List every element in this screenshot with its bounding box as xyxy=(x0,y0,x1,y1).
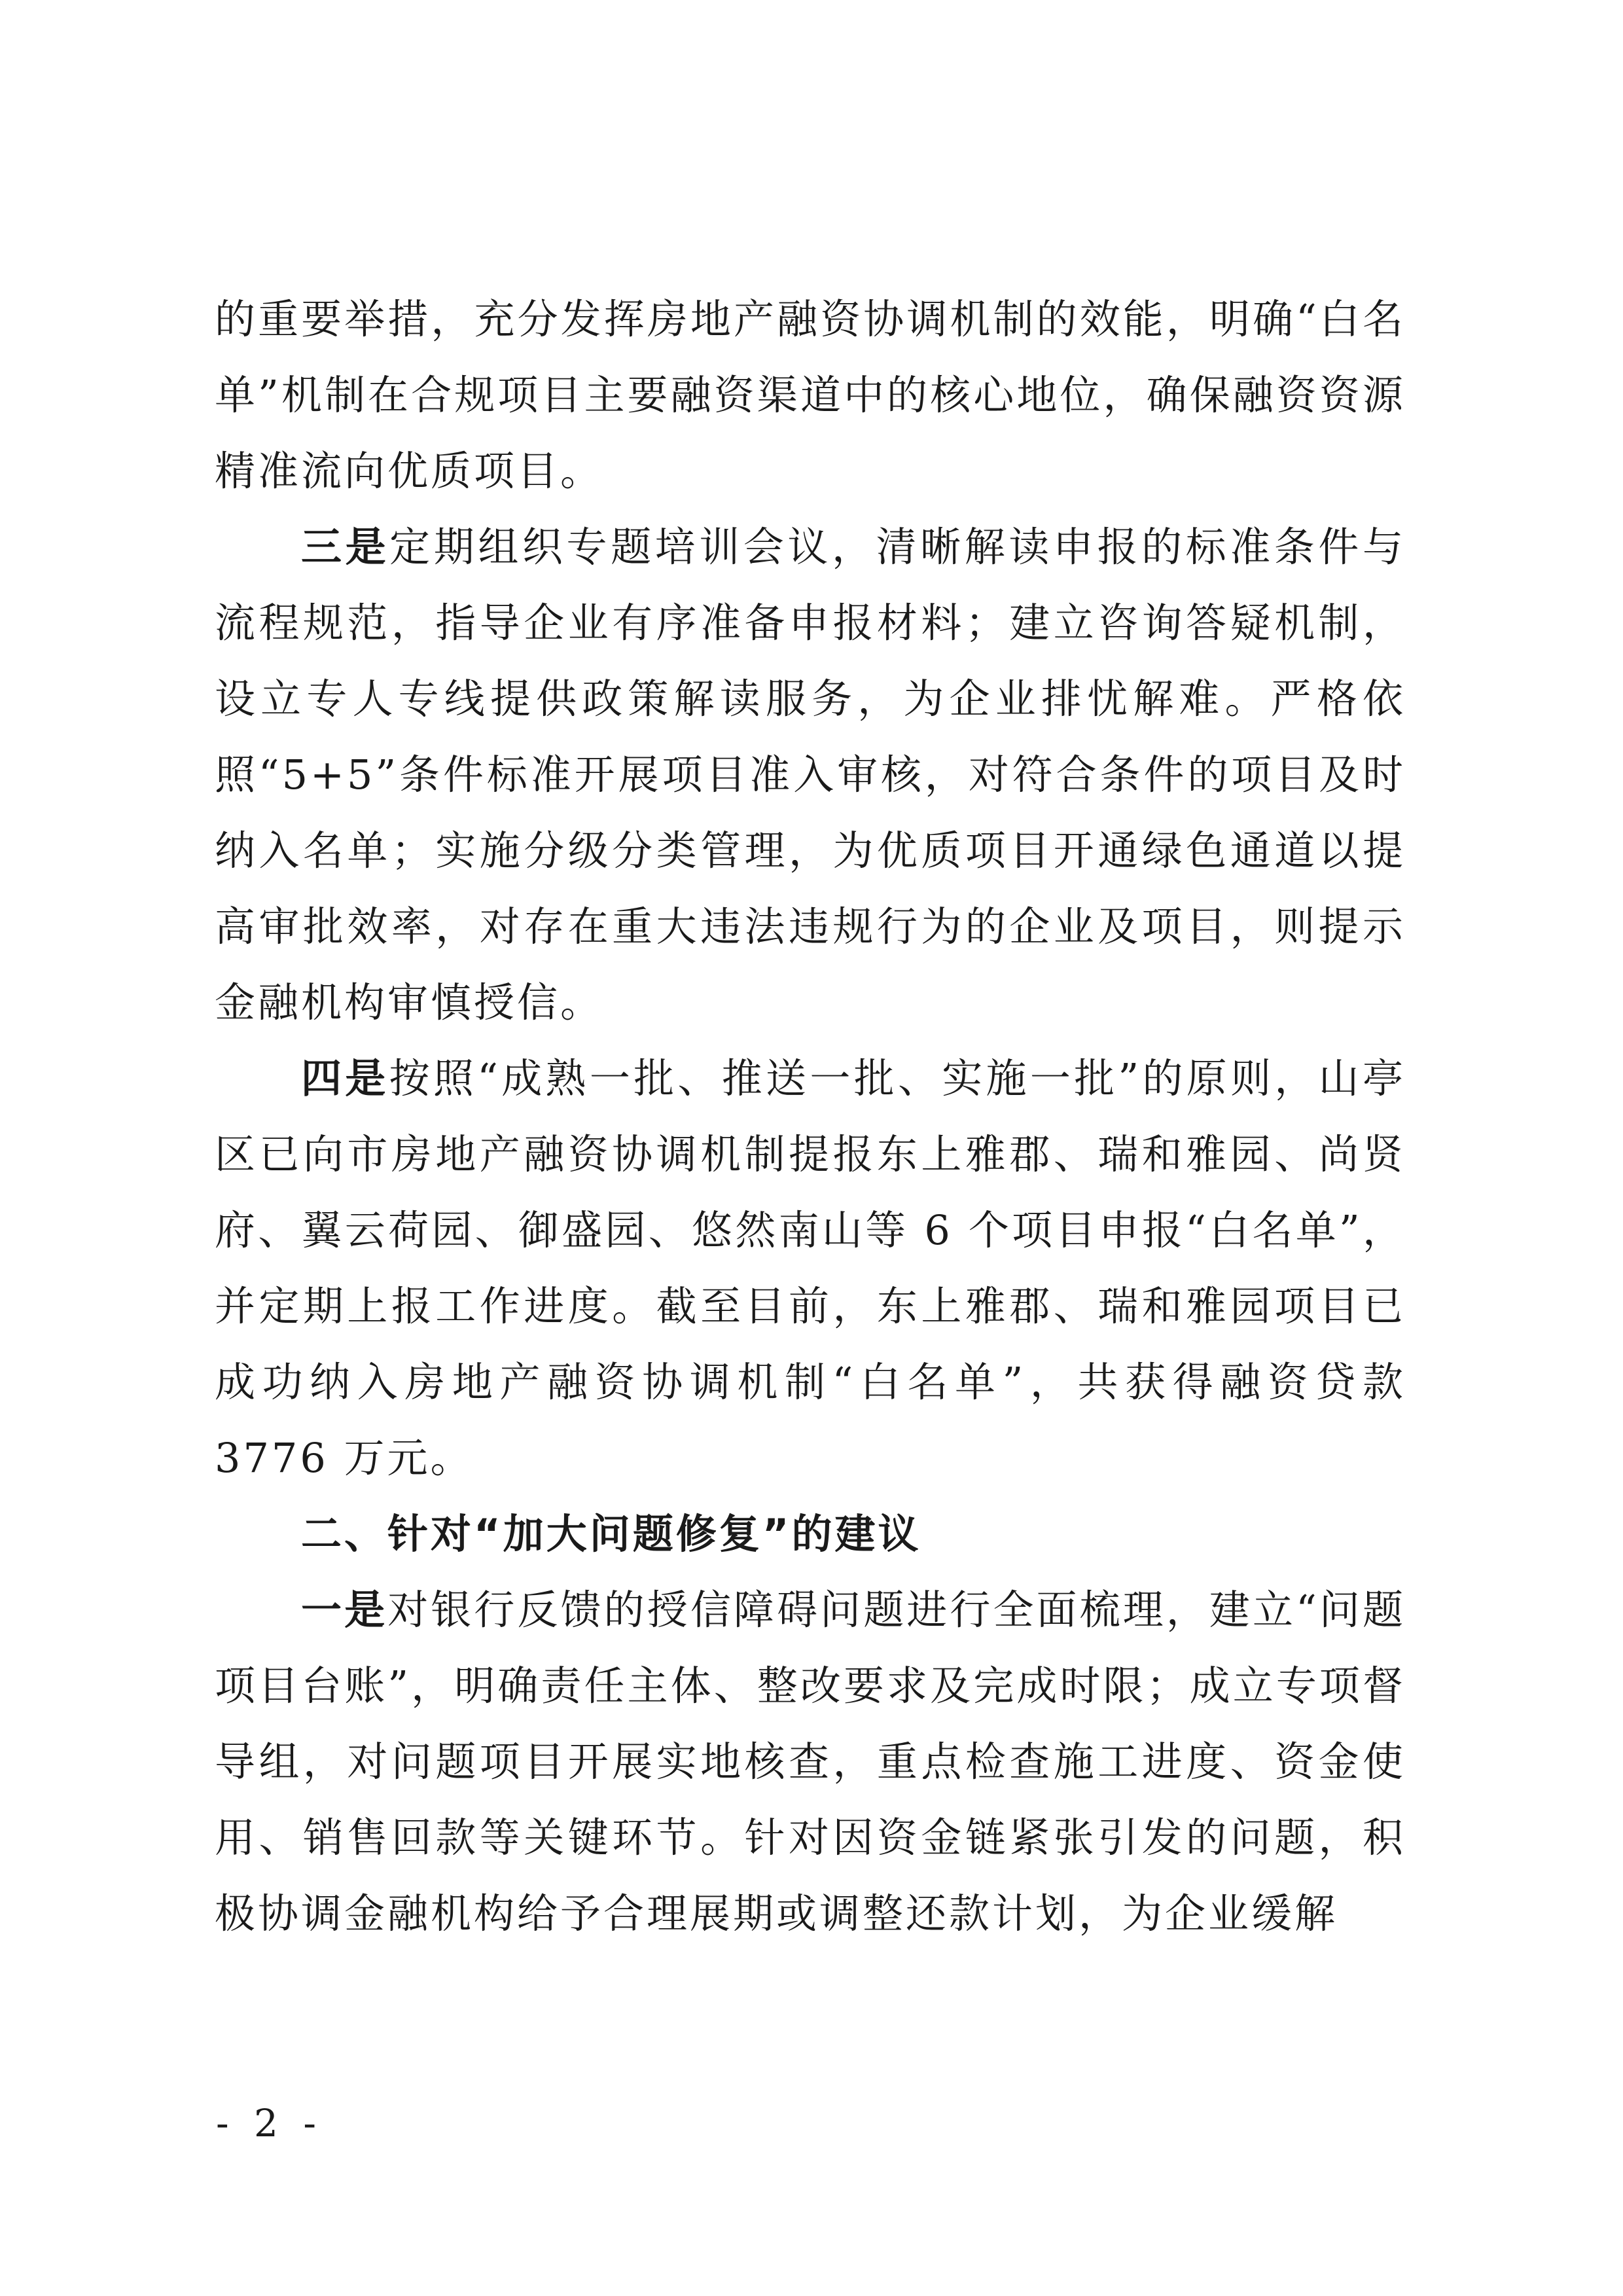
section-heading xyxy=(215,1496,1406,1572)
paragraph-continuation xyxy=(215,281,1406,509)
paragraph-point-four xyxy=(215,1041,1406,1496)
section-heading-text: 二、针对“加大问题修复”的建议 xyxy=(301,1510,921,1558)
paragraph-lead: 三是 xyxy=(301,523,390,571)
paragraph-lead: 四是 xyxy=(301,1054,389,1102)
paragraph-text: 按照“成熟一批、推送一批、实施一批”的原则，山亭区已向市房地产融资协调机制提报东上雅郡、瑞和雅园、尚贤府、翼云荷园、御盛园、悠然南山等 6 个项目申报“白名单”，并定期上报工作进度。截至目前，东上雅郡、瑞和雅园项目已成功纳入房地产融资协调机制“白名单”，共获得融资贷款 3776 万元。 xyxy=(215,1054,1406,1482)
page-number: - 2 - xyxy=(216,2101,323,2145)
document-body xyxy=(215,281,1406,1952)
paragraph-text: 的重要举措，充分发挥房地产融资协调机制的效能，明确“白名单”机制在合规项目主要融资渠道中的核心地位，确保融资资源精准流向优质项目。 xyxy=(215,295,1406,495)
paragraph-text: 定期组织专题培训会议，清晰解读申报的标准条件与流程规范，指导企业有序准备申报材料；建立咨询答疑机制，设立专人专线提供政策解读服务，为企业排忧解难。严格依照“5+5”条件标准开展项目准入审核，对符合条件的项目及时纳入名单；实施分级分类管理，为优质项目开通绿色通道以提高审批效率，对存在重大违法违规行为的企业及项目，则提示金融机构审慎授信。 xyxy=(215,523,1406,1026)
paragraph-text: 对银行反馈的授信障碍问题进行全面梳理，建立“问题项目台账”，明确责任主体、整改要求及完成时限；成立专项督导组，对问题项目开展实地核查，重点检查施工进度、资金使用、销售回款等关键环节。针对因资金链紧张引发的问题，积极协调金融机构给予合理展期或调整还款计划，为企业缓解 xyxy=(215,1586,1406,1937)
paragraph-lead: 一是 xyxy=(301,1586,388,1634)
paragraph-point-three xyxy=(215,509,1406,1041)
paragraph-point-one xyxy=(215,1572,1406,1952)
